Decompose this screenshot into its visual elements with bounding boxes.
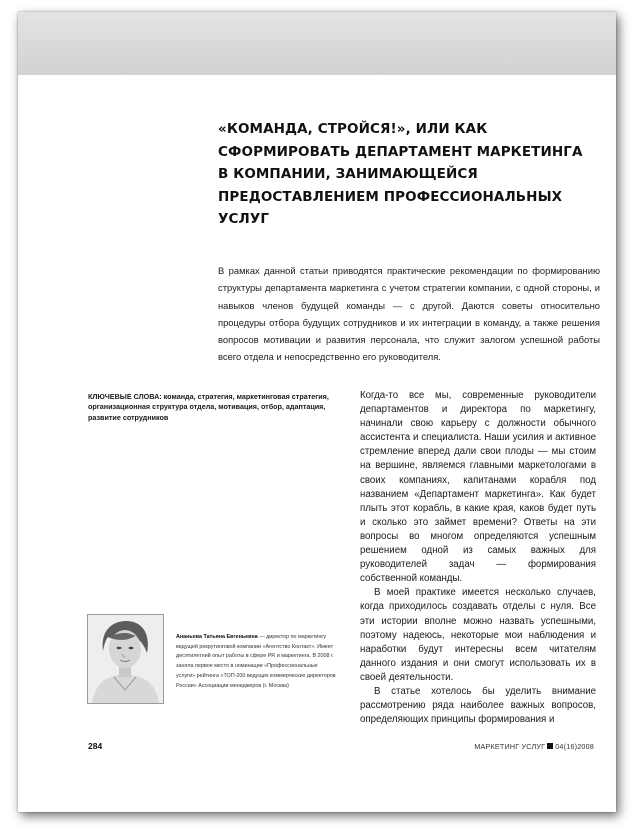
body-paragraph: В статье хотелось бы уделить внимание рассмотрению ряда наиболее важных вопросов, определяющих принципы формирования и xyxy=(360,685,596,726)
article-body xyxy=(360,389,596,727)
body-paragraph: В моей практике имеется несколько случаев, когда приходилось создавать отделы с нуля. Все эти истории вполне можно назвать успешными, поэтому надеюсь, некоторые мои наблюдения и наработки будут интересны всем читателям данного издания и они смогут использовать их в своей деятельности. xyxy=(360,587,596,683)
running-footer xyxy=(474,742,594,751)
author-description: — директор по маркетингу ведущей рекрутинговой компании «Агентство Контакт». Имеет десятилетний опыт работы в сфере PR и маркетинга. В 2008 г. заняла первое место в номинации «Профессиональные услуги» рейтинга «ТОП-200 ведущих коммерческих директоров России» Ассоциации менеджеров (г. Москва) xyxy=(176,634,336,689)
author-bio xyxy=(176,633,336,691)
body-paragraph: Когда-то все мы, современные руководители департаментов и директора по маркетингу, начинали свою карьеру с должности обычного ассистента и специалиста. Наши усилия и активное стремление вперед дали свои плоды — мы стоим на вершине, являемся главными маркетологами в своих компаниях, капитанами корабля под названием «Департамент маркетинга». Как будет плыть этот корабль, в какие края, каков будет путь и сколько это займет времени? Ответы на эти вопросы во многом определяются успешным решением одной из самых важных для руководителей задач — формирования собственной команды. xyxy=(360,390,596,585)
article-abstract: В рамках данной статьи приводятся практические рекомендации по формированию структуры департамента маркетинга с учетом стратегии компании, с одной стороны, и навыков членов будущей команды — с другой. Даются советы относительно процедуры отбора будущих сотрудников и их интеграции в команду, а также решения вопросов мотивации и развития персонала, что служит залогом успешной работы всего отдела и непосредственно его руководителя. xyxy=(218,265,600,363)
page-number: 284 xyxy=(88,741,103,751)
square-bullet-icon xyxy=(547,743,553,749)
article-title: «КОМАНДА, СТРОЙСЯ!», ИЛИ КАК СФОРМИРОВАТЬ ДЕПАРТАМЕНТ МАРКЕТИНГА В КОМПАНИИ, ЗАНИМАЮЩЕЙСЯ ПРЕДОСТАВЛЕНИЕМ ПРОФЕССИОНАЛЬНЫХ УСЛУГ xyxy=(218,121,583,227)
author-photo xyxy=(87,614,164,704)
issue-number: 04(16)2008 xyxy=(555,742,594,751)
magazine-page xyxy=(18,12,616,812)
keywords-text: команда, стратегия, маркетинговая стратегия, организационная структура отдела, мотивация, отбор, адаптация, развитие сотрудников xyxy=(88,392,329,422)
journal-name: МАРКЕТИНГ УСЛУГ xyxy=(474,742,546,751)
keywords-block xyxy=(88,392,343,423)
author-name: Ананьева Татьяна Евгеньевна xyxy=(176,634,258,640)
keywords-label: КЛЮЧЕВЫЕ СЛОВА: xyxy=(88,392,162,401)
author-portrait-image xyxy=(88,615,163,703)
header-band xyxy=(18,12,616,75)
